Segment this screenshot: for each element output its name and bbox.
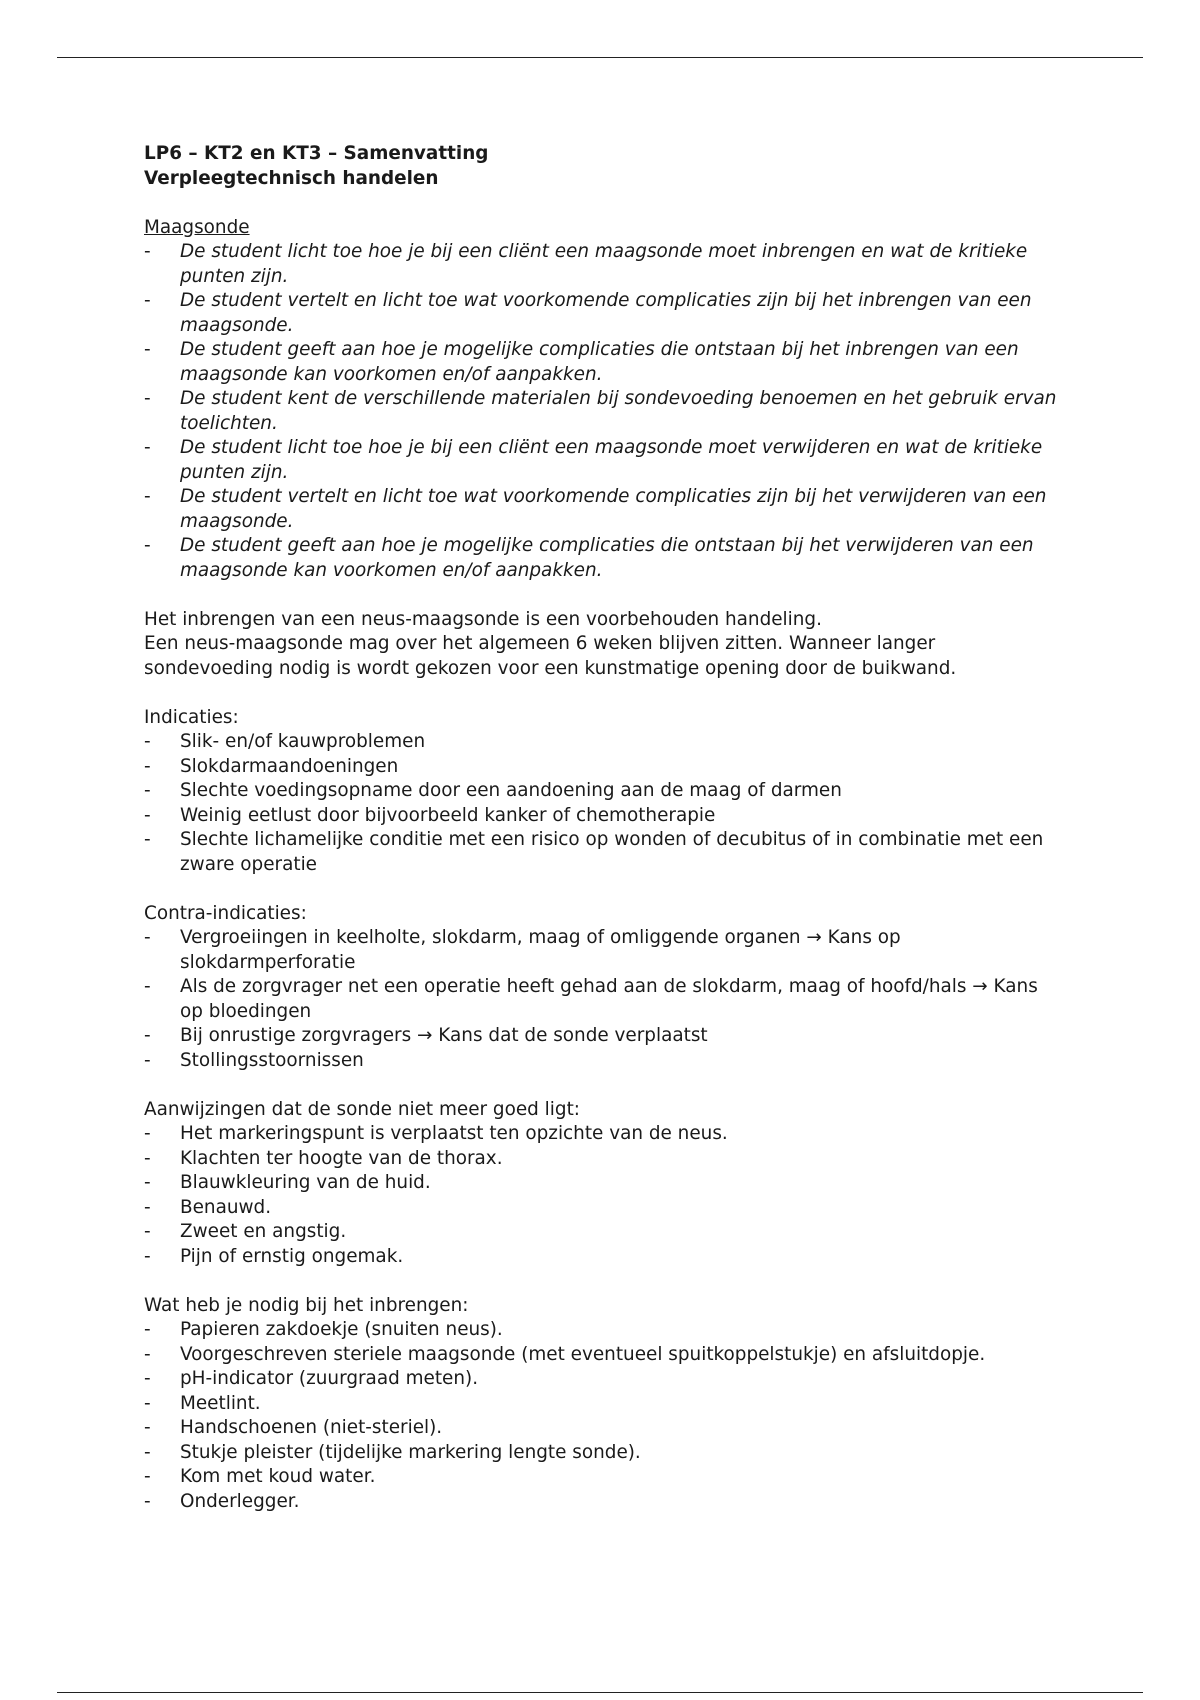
- list-item: - De student licht toe hoe je bij een cliënt een maagsonde moet inbrengen en wat de kritieke punten zijn.: [144, 241, 1028, 287]
- document-title: LP6 – KT2 en KT3 – Samenvatting: [144, 143, 489, 164]
- bullet-mark: -: [144, 437, 151, 458]
- bullet-mark: -: [144, 1319, 151, 1340]
- bullet-mark: -: [144, 241, 151, 262]
- bullet-mark: -: [144, 1147, 151, 1169]
- list-item: - Stollingsstoornissen: [144, 1049, 1064, 1074]
- list-item: - De student licht toe hoe je bij een cliënt een maagsonde moet verwijderen en wat de kritieke punten zijn.: [144, 437, 1043, 483]
- footer-rule: [57, 1692, 1143, 1693]
- list-item: - Slechte voedingsopname door een aandoening aan de maag of darmen: [144, 779, 1064, 804]
- bullet-mark: -: [144, 339, 151, 360]
- list-item: - Het markeringspunt is verplaatst ten opzichte van de neus.: [144, 1122, 1064, 1147]
- list-item: - De student vertelt en licht toe wat voorkomende complicaties zijn bij het inbrengen van een maagsonde.: [144, 290, 1032, 336]
- list-item: - Meetlint.: [144, 1392, 1064, 1417]
- bullet-mark: -: [144, 1221, 151, 1242]
- bullet-mark: -: [144, 1441, 151, 1463]
- list-item: - Slechte lichamelijke conditie met een risico op wonden of decubitus of in combinatie met een zware operatie: [144, 829, 1044, 875]
- bullet-mark: -: [144, 1245, 151, 1267]
- bullet-mark: -: [144, 1172, 151, 1193]
- intro-paragraph-2: Een neus-maagsonde mag over het algemeen 6 weken blijven zitten. Wanneer langer sondevoeding nodig is wordt gekozen voor een kunstmatige opening door de buikwand.: [144, 633, 957, 679]
- list-item: - Slik- en/of kauwproblemen: [144, 730, 1064, 755]
- list-item: - Pijn of ernstig ongemak.: [144, 1245, 1064, 1270]
- list-item: - Voorgeschreven steriele maagsonde (met eventueel spuitkoppelstukje) en afsluitdopje.: [144, 1343, 1064, 1368]
- list-item: - De student kent de verschillende materialen bij sondevoeding benoemen en het gebruik ervan toelichten.: [144, 388, 1057, 434]
- list-item: - Vergroeiingen in keelholte, slokdarm, maag of omliggende organen → Kans op slokdarmperforatie: [144, 927, 901, 973]
- list-item: - Zweet en angstig.: [144, 1220, 1064, 1245]
- header-rule: [57, 57, 1143, 58]
- list-item: - De student geeft aan hoe je mogelijke complicaties die ontstaan bij het inbrengen van een maagsonde kan voorkomen en/of aanpakken.: [144, 339, 1019, 385]
- bullet-mark: -: [144, 780, 151, 801]
- bullet-mark: -: [144, 1466, 151, 1487]
- bullet-mark: -: [144, 1417, 151, 1438]
- bullet-mark: -: [144, 804, 151, 826]
- bullet-mark: -: [144, 1196, 151, 1218]
- section-heading-indicaties: Indicaties:: [144, 706, 239, 728]
- bullet-mark: -: [144, 1123, 151, 1144]
- bullet-mark: -: [144, 1025, 151, 1046]
- list-item: - Benauwd.: [144, 1196, 1064, 1221]
- list-item: - De student vertelt en licht toe wat voorkomende complicaties zijn bij het verwijderen van een maagsonde.: [144, 486, 1047, 532]
- bullet-mark: -: [144, 755, 151, 777]
- benodigdheden-list: [144, 1318, 1064, 1514]
- bullet-mark: -: [144, 927, 151, 948]
- aanwijzingen-list: [144, 1122, 1064, 1269]
- list-item: - Stukje pleister (tijdelijke markering lengte sonde).: [144, 1441, 1064, 1466]
- intro-paragraph-1: Het inbrengen van een neus-maagsonde is een voorbehouden handeling.: [144, 608, 822, 630]
- bullet-mark: -: [144, 1392, 151, 1414]
- list-item: - De student geeft aan hoe je mogelijke complicaties die ontstaan bij het verwijderen van een maagsonde kan voorkomen en/of aanpakken.: [144, 535, 1034, 581]
- contra-indicaties-list: [144, 926, 1064, 1073]
- bullet-mark: -: [144, 486, 151, 507]
- section-heading-contra-indicaties: Contra-indicaties:: [144, 902, 307, 924]
- list-item: - Handschoenen (niet-steriel).: [144, 1416, 1064, 1441]
- bullet-mark: -: [144, 535, 151, 556]
- list-item: - Slokdarmaandoeningen: [144, 755, 1064, 780]
- list-item: - pH-indicator (zuurgraad meten).: [144, 1367, 1064, 1392]
- bullet-mark: -: [144, 1368, 151, 1389]
- bullet-mark: -: [144, 829, 151, 850]
- document-body: [144, 142, 1064, 1514]
- list-item: - Papieren zakdoekje (snuiten neus).: [144, 1318, 1064, 1343]
- bullet-mark: -: [144, 731, 151, 752]
- section-heading-benodigdheden: Wat heb je nodig bij het inbrengen:: [144, 1294, 469, 1316]
- list-item: - Blauwkleuring van de huid.: [144, 1171, 1064, 1196]
- list-item: - Kom met koud water.: [144, 1465, 1064, 1490]
- list-item: - Weinig eetlust door bijvoorbeeld kanker of chemotherapie: [144, 804, 1064, 829]
- bullet-mark: -: [144, 1490, 151, 1512]
- bullet-mark: -: [144, 388, 151, 409]
- section-heading-aanwijzingen: Aanwijzingen dat de sonde niet meer goed ligt:: [144, 1098, 580, 1120]
- bullet-mark: -: [144, 1049, 151, 1071]
- list-item: - Klachten ter hoogte van de thorax.: [144, 1147, 1064, 1172]
- list-item: - Als de zorgvrager net een operatie heeft gehad aan de slokdarm, maag of hoofd/hals → Kans op bloedingen: [144, 976, 1038, 1022]
- bullet-mark: -: [144, 290, 151, 311]
- list-item: - Bij onrustige zorgvragers → Kans dat de sonde verplaatst: [144, 1024, 1064, 1049]
- document-subtitle: Verpleegtechnisch handelen: [144, 167, 439, 189]
- learning-goals-list: [144, 240, 1064, 583]
- bullet-mark: -: [144, 976, 151, 997]
- indicaties-list: [144, 730, 1064, 877]
- section-heading-maagsonde: Maagsonde: [144, 216, 250, 238]
- list-item: - Onderlegger.: [144, 1490, 1064, 1515]
- bullet-mark: -: [144, 1343, 151, 1365]
